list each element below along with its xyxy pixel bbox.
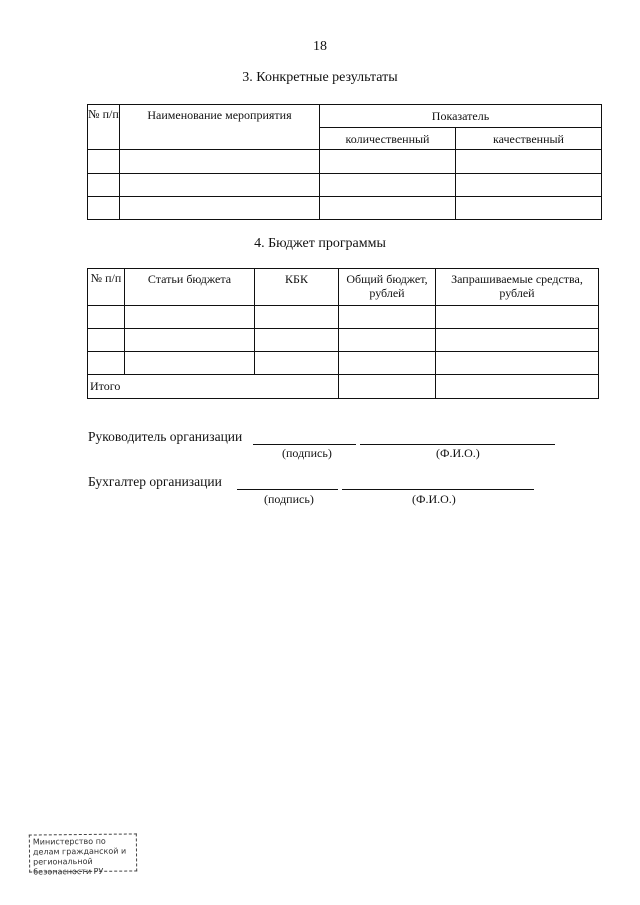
- head-signature-caption: (подпись): [282, 446, 332, 460]
- budget-col-num: № п/п: [88, 269, 125, 306]
- head-of-organization-label: Руководитель организации: [88, 429, 243, 444]
- budget-col-total: Общий бюджет, рублей: [339, 269, 436, 306]
- results-col-num: № п/п: [88, 105, 120, 150]
- accountant-signature-caption: (подпись): [264, 492, 314, 506]
- results-table: [87, 104, 602, 220]
- results-col-quantitative: количественный: [320, 128, 456, 150]
- table-row: [88, 174, 602, 197]
- accountant-fio-caption: (Ф.И.О.): [412, 492, 456, 506]
- table-row: [88, 150, 602, 174]
- budget-col-items: Статьи бюджета: [125, 269, 255, 306]
- results-col-indicator: Показатель: [320, 105, 602, 128]
- budget-table: [87, 268, 599, 399]
- table-row: [88, 197, 602, 220]
- budget-col-kbk: КБК: [255, 269, 339, 306]
- head-fio-line: [360, 444, 555, 445]
- results-col-qualitative: качественный: [456, 128, 602, 150]
- accountant-signature-line: [237, 489, 338, 490]
- table-row: [88, 306, 599, 329]
- accountant-label: Бухгалтер организации: [88, 474, 222, 489]
- results-col-name: Наименование мероприятия: [120, 105, 320, 150]
- section3-title: 3. Конкретные результаты: [242, 70, 398, 85]
- table-row: [88, 329, 599, 352]
- budget-total-label: Итого: [88, 375, 339, 399]
- section4-title: 4. Бюджет программы: [254, 236, 386, 251]
- ministry-stamp: Министерство по делам гражданской и региональной безопасности РУ: [29, 833, 137, 872]
- page-number: 18: [313, 39, 327, 54]
- accountant-fio-line: [342, 489, 534, 490]
- table-row-total: [88, 375, 599, 399]
- budget-col-requested: Запрашиваемые средства, рублей: [436, 269, 599, 306]
- head-fio-caption: (Ф.И.О.): [436, 446, 480, 460]
- table-row: [88, 352, 599, 375]
- head-signature-line: [253, 444, 356, 445]
